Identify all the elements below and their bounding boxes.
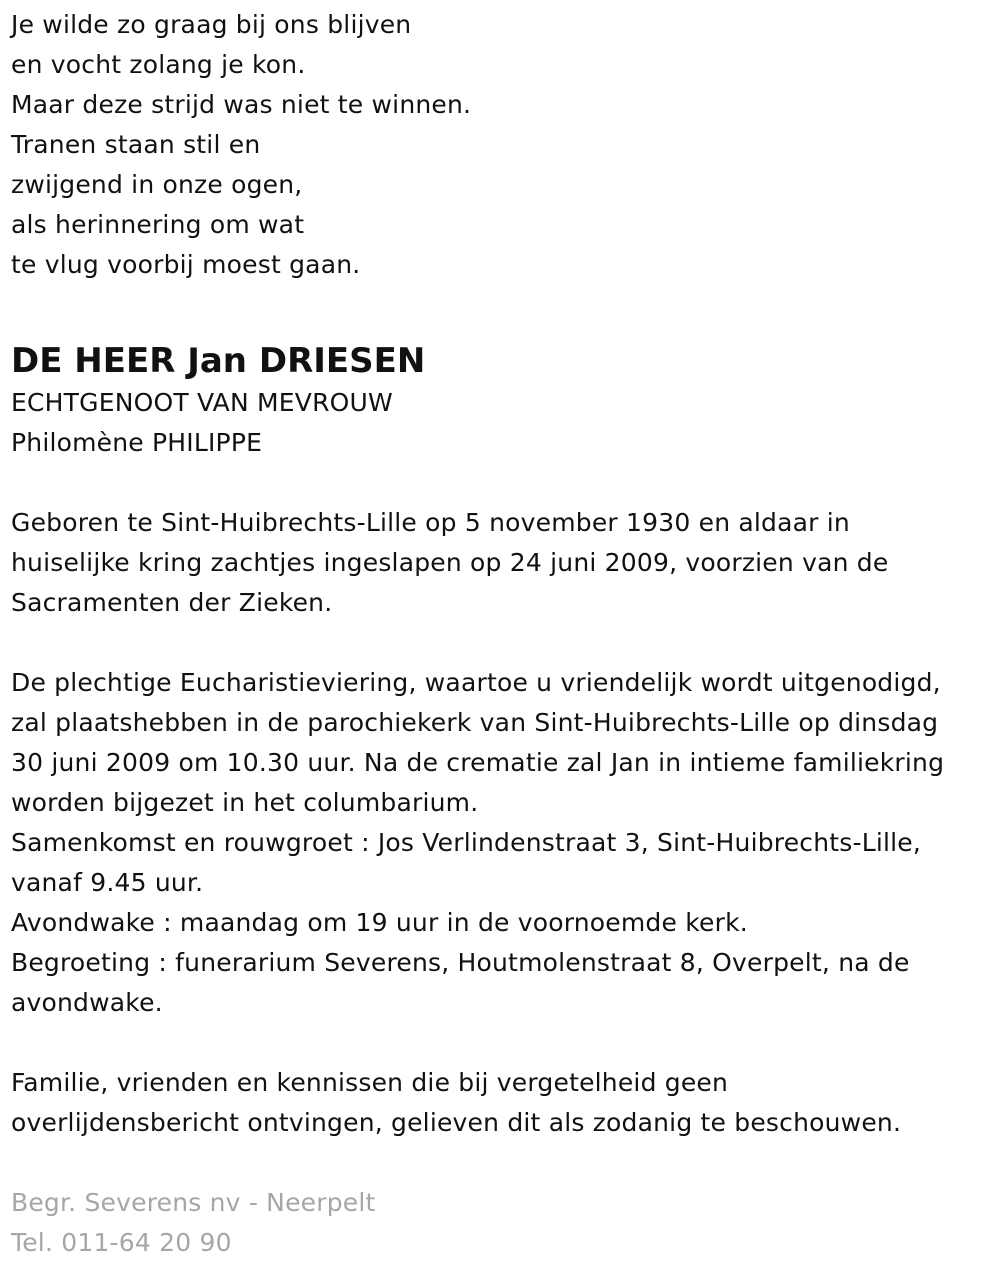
spouse-title: ECHTGENOOT VAN MEVROUW <box>11 388 393 417</box>
poem-line: Maar deze strijd was niet te winnen. <box>11 90 472 119</box>
spacer <box>11 1023 996 1063</box>
ceremony-paragraph <box>11 663 996 1023</box>
undertaker-phone: Tel. 011-64 20 90 <box>11 1228 232 1257</box>
paragraph-line: De plechtige Eucharistieviering, waartoe u vriendelijk wordt uitgenodigd, <box>11 668 941 697</box>
poem-line: te vlug voorbij moest gaan. <box>11 250 361 279</box>
spacer <box>11 463 996 503</box>
paragraph-line: Sacramenten der Zieken. <box>11 588 333 617</box>
paragraph-line: Geboren te Sint-Huibrechts-Lille op 5 november 1930 en aldaar in <box>11 508 850 537</box>
poem-line: en vocht zolang je kon. <box>11 50 306 79</box>
spacer <box>11 1143 996 1183</box>
undertaker-footer <box>11 1183 996 1263</box>
paragraph-line: overlijdensbericht ontvingen, gelieven dit als zodanig te beschouwen. <box>11 1108 902 1137</box>
paragraph-line: 30 juni 2009 om 10.30 uur. Na de crematie zal Jan in intieme familiekring <box>11 748 945 777</box>
poem-line: zwijgend in onze ogen, <box>11 170 303 199</box>
spacer <box>11 623 996 663</box>
paragraph-line: huiselijke kring zachtjes ingeslapen op 24 juni 2009, voorzien van de <box>11 548 889 577</box>
birth-death-paragraph <box>11 503 996 623</box>
undertaker-name: Begr. Severens nv - Neerpelt <box>11 1188 376 1217</box>
paragraph-line: vanaf 9.45 uur. <box>11 868 204 897</box>
poem-line: Tranen staan stil en <box>11 130 261 159</box>
paragraph-line: Begroeting : funerarium Severens, Houtmolenstraat 8, Overpelt, na de <box>11 948 910 977</box>
memorial-poem <box>11 5 996 285</box>
paragraph-line: Avondwake : maandag om 19 uur in de voornoemde kerk. <box>11 908 748 937</box>
notice-paragraph <box>11 1063 996 1143</box>
poem-line: als herinnering om wat <box>11 210 305 239</box>
death-notice <box>11 5 996 1263</box>
paragraph-line: zal plaatshebben in de parochiekerk van Sint-Huibrechts-Lille op dinsdag <box>11 708 939 737</box>
spouse-name: Philomène PHILIPPE <box>11 428 263 457</box>
poem-line: Je wilde zo graag bij ons blijven <box>11 10 412 39</box>
paragraph-line: worden bijgezet in het columbarium. <box>11 788 479 817</box>
paragraph-line: Samenkomst en rouwgroet : Jos Verlindenstraat 3, Sint-Huibrechts-Lille, <box>11 828 922 857</box>
paragraph-line: avondwake. <box>11 988 163 1017</box>
paragraph-line: Familie, vrienden en kennissen die bij vergetelheid geen <box>11 1068 729 1097</box>
deceased-name: DE HEER Jan DRIESEN <box>11 341 426 381</box>
